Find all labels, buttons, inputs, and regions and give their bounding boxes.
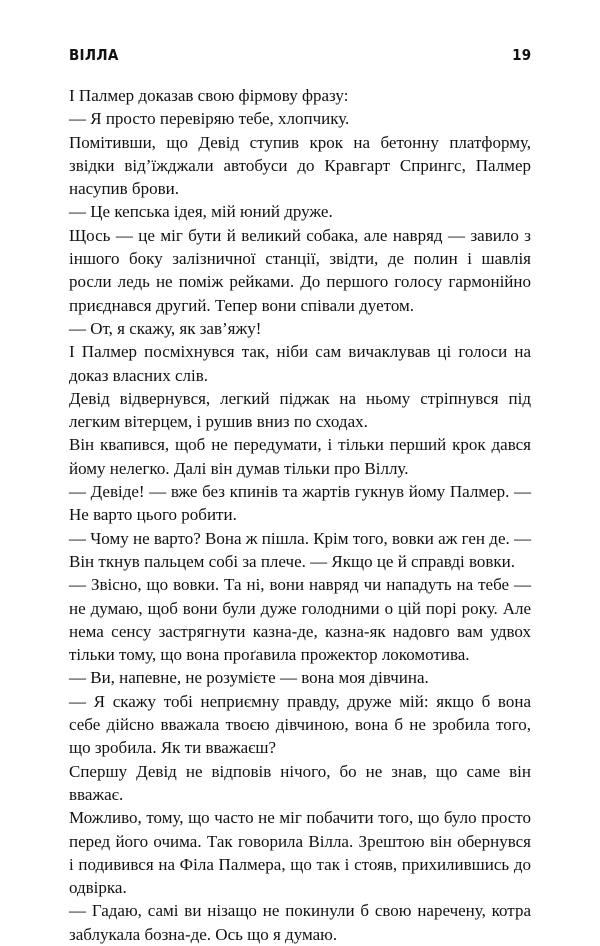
paragraph: — От, я скажу, як зав’яжу! xyxy=(69,318,262,338)
paragraph: Спершу Девід не відповів нічого, бо не знав, що саме він вважає. xyxy=(69,761,531,804)
paragraph: Щось — це міг бути й великий собака, але навряд — завило з іншого боку залізничної станції, звідти, де полин і шавлія росли ледь не поміж рейками. До першого голосу гармонійно приєднався другий. Тепер вони співали дуетом. xyxy=(69,225,531,315)
paragraph: — Гадаю, самі ви нізащо не покинули б свою наречену, котра заблукала бозна-де. Ось що я думаю. xyxy=(69,901,531,944)
paragraph: — Ви, напевне, не розумієте — вона моя дівчина. xyxy=(69,668,429,688)
running-head-title: ВІЛЛА xyxy=(69,46,119,64)
paragraph: — Девіде! — вже без кпинів та жартів гукнув йому Палмер. — Не варто цього робити. xyxy=(69,482,531,525)
paragraph: — Я просто перевіряю тебе, хлопчику. xyxy=(69,109,350,129)
paragraph: Девід відвернувся, легкий піджак на ньому стріпнувся під легким вітерцем, і рушив вниз по сходах. xyxy=(69,388,531,432)
paragraph: І Палмер доказав свою фірмову фразу: xyxy=(69,86,349,105)
paragraph: — Чому не варто? Вона ж пішла. Крім того, вовки аж ген де. — Він ткнув пальцем собі за плече. — Якщо це й справді вовки. xyxy=(69,528,531,571)
paragraph: — Звісно, що вовки. Та ні, вони навряд чи нападуть на тебе — не думаю, щоб вони були дуже голодними о цій порі року. Але нема сенсу застрягнути казна-де, казна-як надовго вам удвох тільки тому, що вона проґавила прожектор локомотива. xyxy=(69,575,531,665)
paragraph: Він квапився, щоб не передумати, і тільки перший крок дався йому нелегко. Далі він думав тільки про Віллу. xyxy=(69,435,531,478)
paragraph: Можливо, тому, що часто не міг побачити того, що було просто перед його очима. Так говорила Вілла. Зрештою він обернувся і подивився на Філа Палмера, що так і стояв, прихилившись до одвірка. xyxy=(69,808,531,898)
paragraph: І Палмер посміхнувся так, ніби сам вичаклував ці голоси на доказ власних слів. xyxy=(69,342,531,385)
page-number: 19 xyxy=(511,46,531,64)
paragraph: Помітивши, що Девід ступив крок на бетонну платформу, звідки від’їжджали автобуси до Кравгарт Спрингс, Палмер насупив брови. xyxy=(69,132,531,199)
running-head xyxy=(69,46,531,68)
paragraph: — Це кепська ідея, мій юний друже. xyxy=(69,202,333,222)
body-text xyxy=(69,84,531,946)
paragraph: — Я скажу тобі неприємну правду, друже мій: якщо б вона себе дійсно вважала твоєю дівчиною, вона б не зробила того, що зробила. Як ти вважаєш? xyxy=(69,691,531,758)
